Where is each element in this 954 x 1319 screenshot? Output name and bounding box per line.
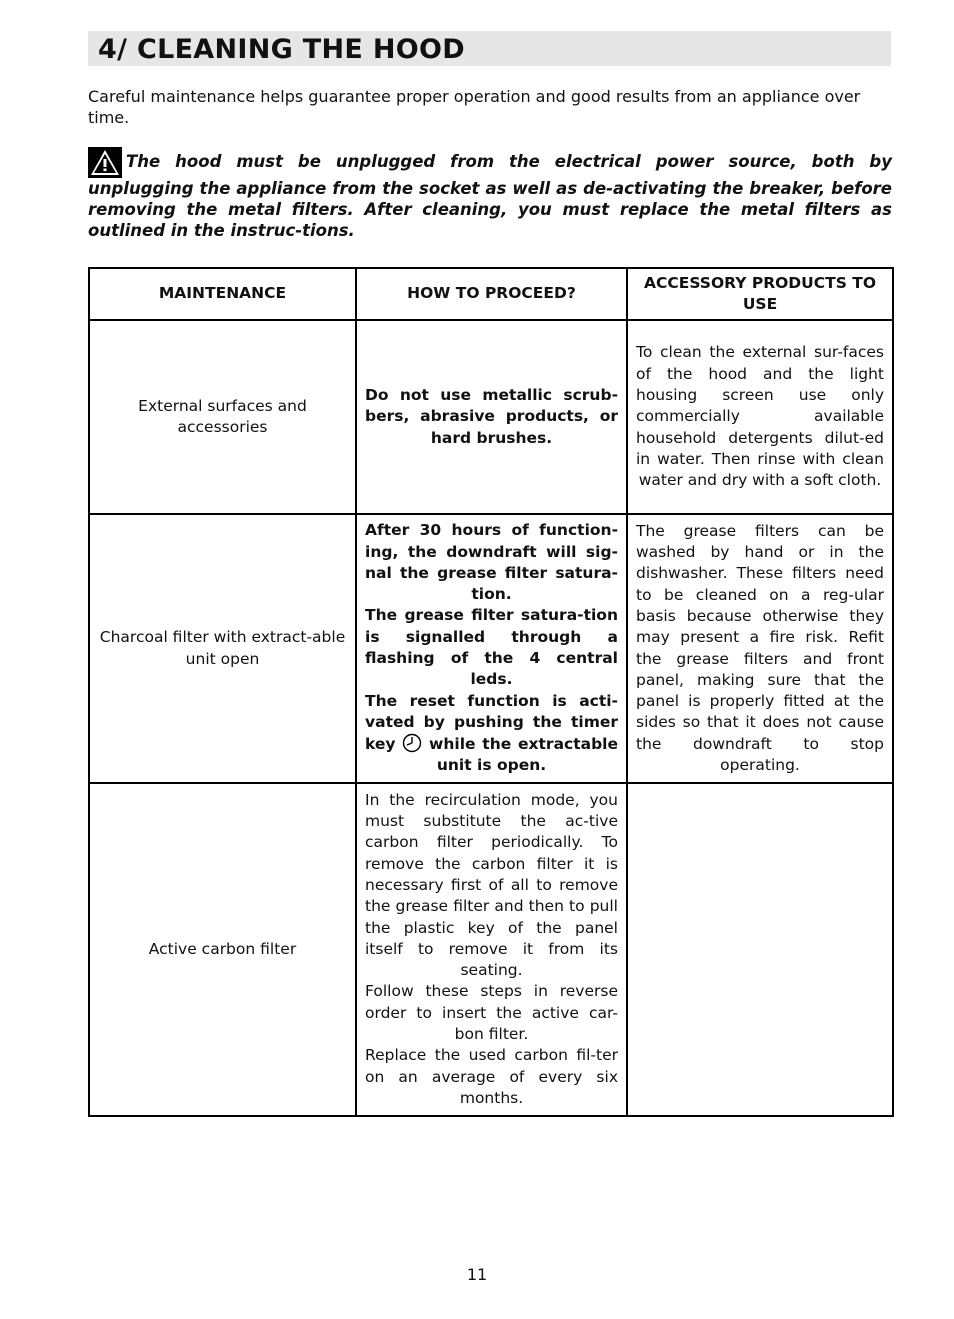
accessory-cell: To clean the external sur-faces of the hood and the light housing screen use only commercially available household detergents dilut-ed in water. Then rinse with clean water and dry with a soft cloth. [627,320,893,514]
intro-paragraph: Careful maintenance helps guarantee proper operation and good results from an appliance over time. [88,87,861,127]
how-paragraph: The grease filter satura-tion is signalled through a flashing of the 4 central leds. [365,606,618,689]
maintenance-cell: Charcoal filter with extract-able unit open [89,514,356,783]
how-paragraph: Replace the used carbon fil-ter on an average of every six months. [365,1046,618,1107]
maintenance-table [88,267,894,1117]
accessory-cell: The grease filters can be washed by hand or in the dishwasher. These filters need to be cleaned on a reg-ular basis because otherwise they may present a fire risk. Refit the grease filters and front panel, making sure that the panel is properly fitted at the sides so that it does not cause the downdraft to stop operating. [627,514,893,783]
reset-text-start: The reset function is acti-vated by pushing the timer key [365,691,618,754]
page-number: 11 [466,1265,488,1284]
table-row [89,783,893,1116]
how-paragraph-reset [365,691,618,777]
how-paragraph: Follow these steps in reverse order to insert the active car-bon filter. [365,982,618,1044]
how-to-proceed-cell [356,514,627,783]
maintenance-cell: External surfaces and accessories [89,320,356,514]
section-title: 4/ CLEANING THE HOOD [88,31,891,66]
how-to-proceed-cell [356,320,627,514]
header-how-to-proceed: HOW TO PROCEED? [356,268,627,320]
maintenance-cell: Active carbon filter [89,783,356,1116]
header-accessory-products: ACCESSORY PRODUCTS TO USE [627,268,893,320]
header-maintenance: MAINTENANCE [89,268,356,320]
warning-paragraph [88,151,892,241]
warning-triangle-icon [88,147,122,178]
reset-text-end: while the extractable unit is open. [429,735,618,775]
table-header-row [89,268,893,320]
how-paragraph: In the recirculation mode, you must substitute the ac-tive carbon filter periodically. To remove the carbon filter it is necessary first of all to remove the grease filter and then to pull the plastic key of the panel itself to remove it from its seating. [365,790,618,980]
how-paragraph: Do not use metallic scrub-bers, abrasive products, or hard brushes. [365,386,618,447]
how-to-proceed-cell [356,783,627,1116]
table-row [89,320,893,514]
how-paragraph: After 30 hours of function-ing, the downdraft will sig-nal the grease filter satura-tion. [365,521,618,604]
timer-clock-icon [402,733,422,753]
warning-text: The hood must be unplugged from the electrical power source, both by unplugging the appliance from the socket as well as de-activating the breaker, before removing the metal filters. After cleaning, you must replace the metal filters as outlined in the instruc-tions. [88,152,892,240]
table-row [89,514,893,783]
accessory-cell-empty [627,783,893,1116]
